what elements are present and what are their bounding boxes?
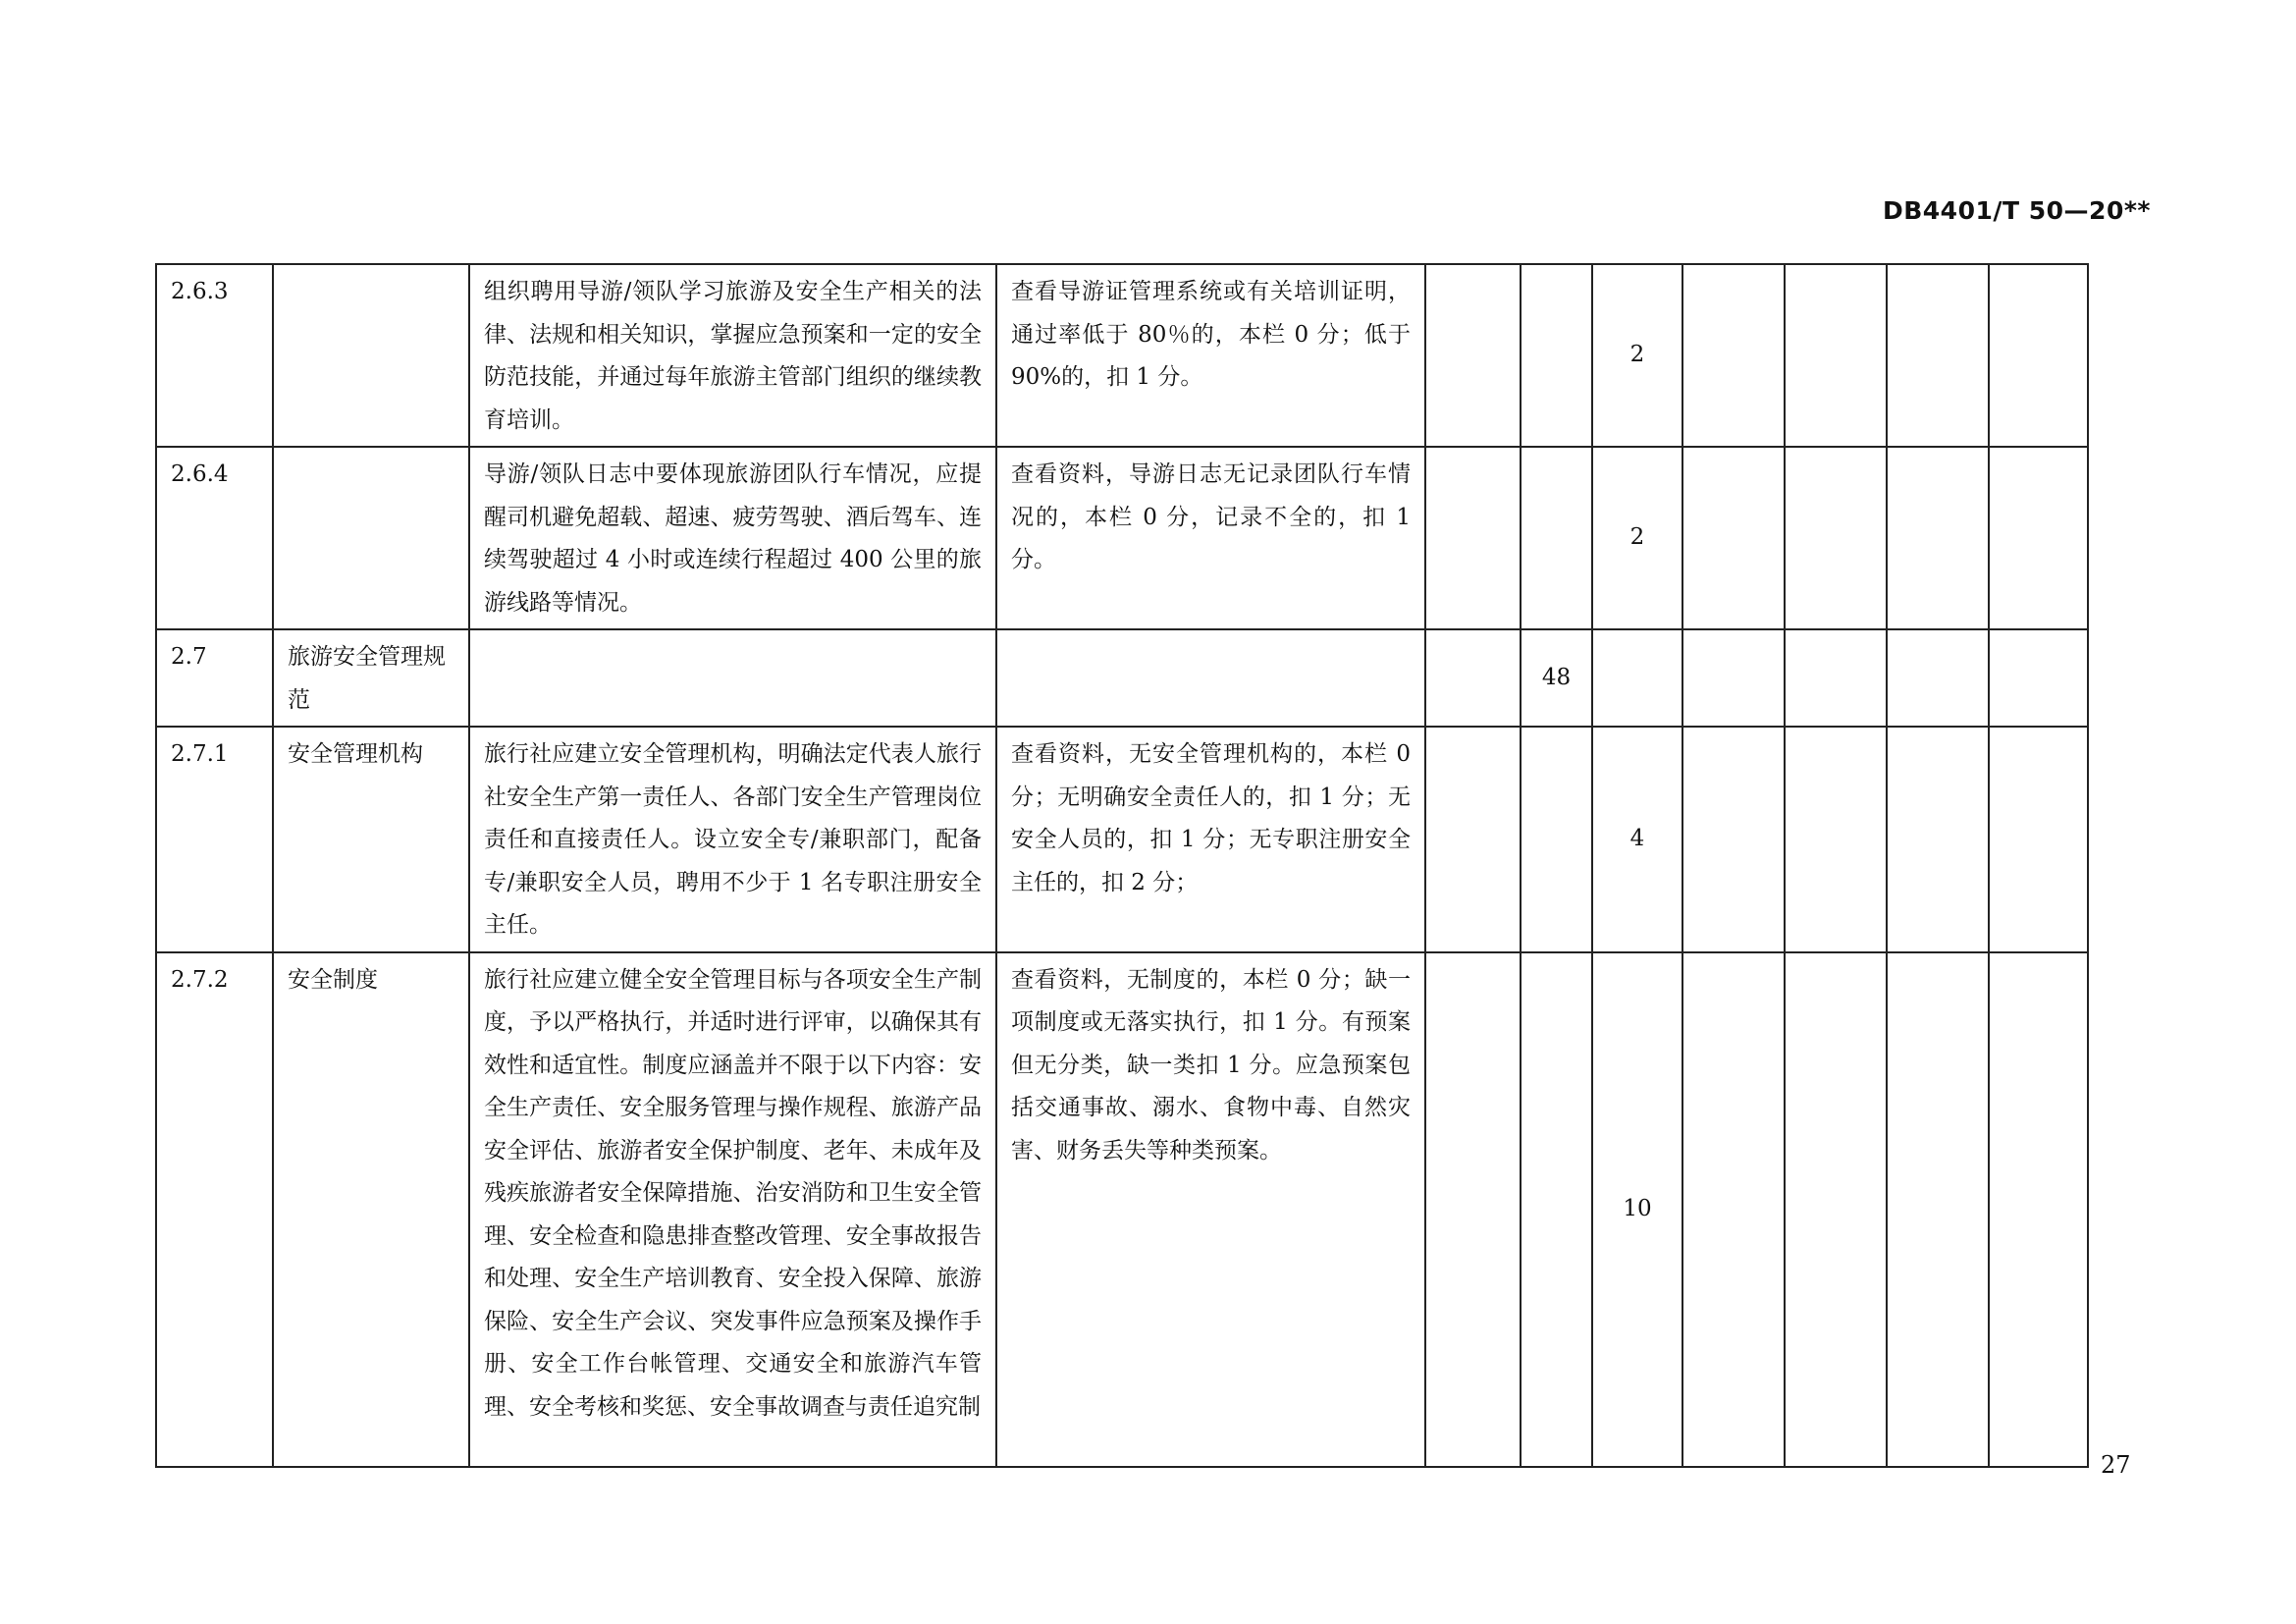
item-name: 旅游安全管理规范 [273,629,469,727]
blank-cell [1785,629,1887,727]
blank-cell [1785,727,1887,952]
blank-cell [1887,447,1989,629]
scoring-method: 查看导游证管理系统或有关培训证明，通过率低于 80％的，本栏 0 分；低于 90%的，扣 1 分。 [996,264,1425,447]
table-row [156,952,2088,1467]
item-name [273,264,469,447]
blank-cell [1425,629,1521,727]
item-score: 2 [1592,447,1682,629]
item-score [1592,629,1682,727]
blank-cell [1989,447,2088,629]
blank-cell [1425,952,1521,1467]
item-number: 2.6.3 [156,264,273,447]
item-requirement: 组织聘用导游/领队学习旅游及安全生产相关的法律、法规和相关知识，掌握应急预案和一定的安全防范技能，并通过每年旅游主管部门组织的继续教育培训。 [469,264,996,447]
total-score [1521,952,1592,1467]
blank-cell [1682,952,1785,1467]
item-score: 10 [1592,952,1682,1467]
blank-cell [1425,447,1521,629]
item-requirement: 导游/领队日志中要体现旅游团队行车情况，应提醒司机避免超载、超速、疲劳驾驶、酒后驾车、连续驾驶超过 4 小时或连续行程超过 400 公里的旅游线路等情况。 [469,447,996,629]
blank-cell [1425,727,1521,952]
table-row [156,264,2088,447]
blank-cell [1989,727,2088,952]
blank-cell [1887,264,1989,447]
scoring-method: 查看资料，导游日志无记录团队行车情况的，本栏 0 分，记录不全的，扣 1 分。 [996,447,1425,629]
blank-cell [1989,264,2088,447]
item-requirement: 旅行社应建立安全管理机构，明确法定代表人旅行社安全生产第一责任人、各部门安全生产管理岗位责任和直接责任人。设立安全专/兼职部门，配备专/兼职安全人员，聘用不少于 1 名专职注册安全主任。 [469,727,996,952]
total-score [1521,264,1592,447]
blank-cell [1785,447,1887,629]
blank-cell [1989,952,2088,1467]
blank-cell [1887,952,1989,1467]
scoring-method [996,629,1425,727]
table-row [156,447,2088,629]
total-score [1521,447,1592,629]
item-number: 2.6.4 [156,447,273,629]
evaluation-table [155,263,2089,1468]
page-number: 27 [2101,1451,2131,1479]
item-number: 2.7.2 [156,952,273,1467]
blank-cell [1989,629,2088,727]
blank-cell [1425,264,1521,447]
item-number: 2.7.1 [156,727,273,952]
blank-cell [1887,727,1989,952]
blank-cell [1887,629,1989,727]
table-row [156,629,2088,727]
total-score [1521,727,1592,952]
blank-cell [1682,264,1785,447]
item-name [273,447,469,629]
item-requirement: 旅行社应建立健全安全管理目标与各项安全生产制度，予以严格执行，并适时进行评审，以确保其有效性和适宜性。制度应涵盖并不限于以下内容：安全生产责任、安全服务管理与操作规程、旅游产品安全评估、旅游者安全保护制度、老年、未成年及残疾旅游者安全保障措施、治安消防和卫生安全管理、安全检查和隐患排查整改管理、安全事故报告和处理、安全生产培训教育、安全投入保障、旅游保险、安全生产会议、突发事件应急预案及操作手册、安全工作台帐管理、交通安全和旅游汽车管理、安全考核和奖惩、安全事故调查与责任追究制 [469,952,996,1467]
document-code: DB4401/T 50—20** [1882,196,2151,225]
item-name: 安全制度 [273,952,469,1467]
item-score: 4 [1592,727,1682,952]
blank-cell [1682,629,1785,727]
blank-cell [1682,727,1785,952]
blank-cell [1682,447,1785,629]
blank-cell [1785,952,1887,1467]
scoring-method: 查看资料，无安全管理机构的，本栏 0 分；无明确安全责任人的，扣 1 分；无安全人员的，扣 1 分；无专职注册安全主任的，扣 2 分； [996,727,1425,952]
scoring-method: 查看资料，无制度的，本栏 0 分；缺一项制度或无落实执行，扣 1 分。有预案但无分类，缺一类扣 1 分。应急预案包括交通事故、溺水、食物中毒、自然灾害、财务丢失等种类预案。 [996,952,1425,1467]
blank-cell [1785,264,1887,447]
total-score: 48 [1521,629,1592,727]
item-number: 2.7 [156,629,273,727]
table-row [156,727,2088,952]
item-name: 安全管理机构 [273,727,469,952]
item-requirement [469,629,996,727]
item-score: 2 [1592,264,1682,447]
